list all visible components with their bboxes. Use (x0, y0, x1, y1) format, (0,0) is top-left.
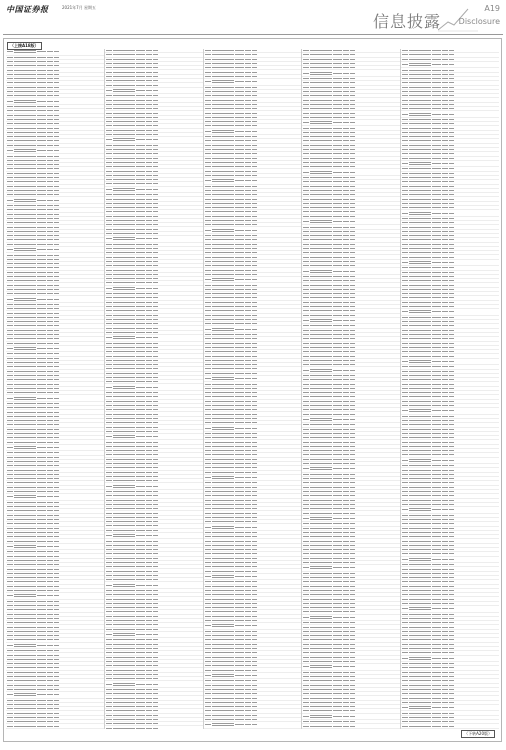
table-column (400, 49, 499, 729)
newspaper-name: 中国证券报 (6, 4, 49, 14)
issue-date: 2021年7月 (62, 5, 83, 10)
section-title-english: Disclosure (458, 17, 500, 26)
table-row (105, 726, 203, 729)
header-rule (3, 34, 503, 35)
table-row (6, 724, 104, 728)
continued-to-label: （下转A20版） (461, 730, 495, 738)
page-number: A19 (484, 4, 500, 13)
table-column (6, 49, 104, 729)
table-row (204, 722, 302, 729)
section-title: 信息披露 (373, 12, 442, 31)
masthead (0, 0, 506, 36)
table-column (203, 49, 302, 729)
continued-from-label: （上接A18版） (7, 42, 42, 50)
table-columns (6, 49, 499, 729)
weekday: 星期五 (84, 5, 96, 10)
table-column (104, 49, 203, 729)
table-column (301, 49, 400, 729)
table-row (401, 724, 499, 728)
table-row (302, 724, 400, 728)
disclosure-table-area (3, 38, 502, 742)
